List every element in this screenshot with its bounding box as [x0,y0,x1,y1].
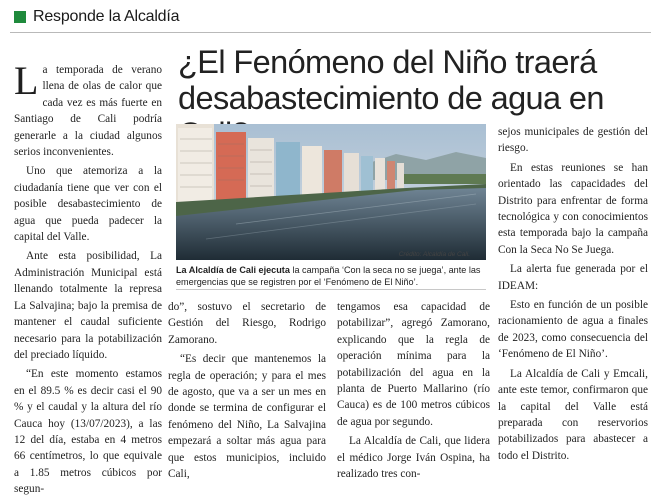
paragraph: “En este momento estamos en el 89.5 % es decir casi el 90 % y el caudal y la altura del río Cauca hoy (13/07/2023), a las 12 del día, estaba en 4 metros 66 centímetros, lo que equivale a 1.85 metros cúbicos por segun- [14,368,162,496]
paragraph: La Alcaldía de Cali, que lidera el médico Jorge Iván Ospina, ha realizado tres con- [337,435,490,481]
caption-lead: La Alcaldía de Cali ejecuta [176,265,290,275]
paragraph: La Alcaldía de Cali y Emcali, ante este temor, confirmaron que la capital del Valle está preparada con reservorios potabilizados para abastecer a todo el Distrito. [498,367,648,462]
section-label: Responde la Alcaldía [33,8,180,25]
paragraph: Ante esta posibilidad, La Administración Municipal está llenando totalmente la represa La Salvajina; bajo la premisa de mantener el caudal suficiente necesario para la potabilización del preciado líquido. [14,250,162,361]
article-column-3 [337,299,490,482]
paragraph: “Es decir que mantenemos la regla de operación; y para el mes de agosto, que va a ser un mes en donde se termina de configurar el fenómeno del Niño, La Salvajina empezará a soltar más agua para que estos municipios, incluido Cali, [168,353,326,481]
article-column-2 [168,299,326,482]
paragraph: do”, sostuvo el secretario de Gestión del Riesgo, Rodrigo Zamorano. [168,301,326,346]
paragraph: sejos municipales de gestión del riesgo. [498,126,648,155]
paragraph: tengamos esa capacidad de potabilizar”, agregó Zamorano, explicando que la regla de operación mínima para la potabilización del agua en la planta de Puerto Mallarino (río Cauca) es de 100 metros cúbicos de agua por segundo. [337,301,490,428]
photo-credit: Crédito: Alcaldía de Cali. [398,251,470,258]
article-column-4 [498,124,648,464]
paragraph: En estas reuniones se han orientado las capacidades del Distrito para enfrentar de forma tecnológica y con conocimientos esta temporada bajo la campaña Con la Seca No Se Juega. [498,161,648,256]
caption-divider [176,289,486,290]
paragraph: La alerta fue generada por el IDEAM: [498,263,648,292]
paragraph: Uno que atemoriza a la ciudadanía tiene que ver con el posible desabastecimiento de agua que pueda padecer la capital del Valle. [14,165,162,244]
header-divider [10,32,651,33]
photo-caption [176,264,486,289]
paragraph [14,58,162,160]
section-header [14,8,179,26]
article-column-1 [14,58,162,498]
caption-text: la campaña ‘Con la seca no se juega’, ante las emergencias que se registren por el ‘Fenómeno de El Niño’. [176,265,481,288]
paragraph-text: a temporada de verano llena de olas de calor que cada vez es más fuerte en Santiago de Cali podría generarle a la ciudad algunos serios inconvenientes. [14,64,162,159]
section-square-icon [14,11,26,23]
article-photo [176,124,486,260]
drop-cap: L [14,58,39,103]
paragraph: Esto en función de un posible racionamiento de agua a finales de 2023, como consecuencia del ‘Fenómeno de El Niño’. [498,299,648,361]
article-headline: ¿El Fenómeno del Niño traerá desabastecimiento de agua en [178,44,604,116]
